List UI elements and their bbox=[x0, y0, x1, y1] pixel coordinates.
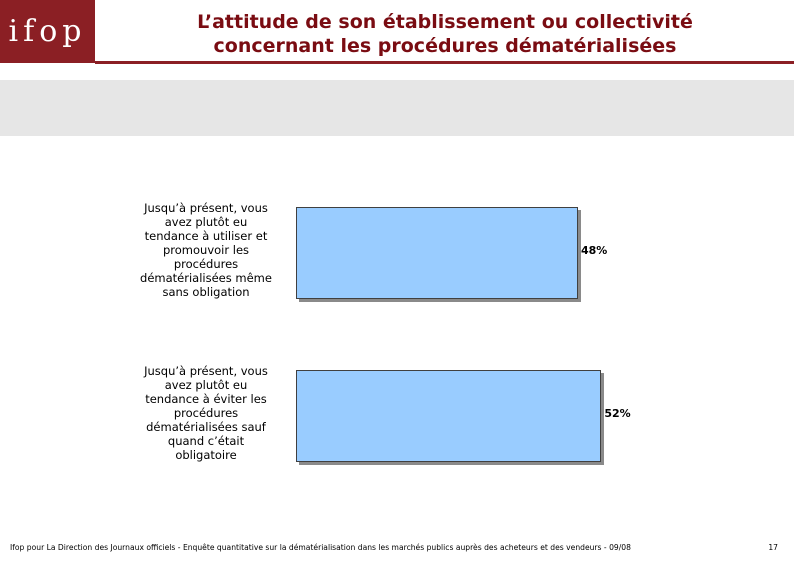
category-label-2: Jusqu’à présent, vous avez plutôt eu tendance à éviter les procédures dématérialisées sauf quand c’était obligatoire bbox=[144, 364, 268, 462]
logo-text: ifop bbox=[8, 14, 87, 49]
grey-band bbox=[0, 80, 794, 136]
footer-text: Ifop pour La Direction des Journaux officiels - Enquête quantitative sur la dématérialisation dans les marchés publics auprès des acheteurs et des vendeurs - 09/08 bbox=[10, 543, 631, 552]
value-label-2: 52% bbox=[604, 407, 631, 420]
title-rule bbox=[95, 61, 794, 64]
page-number: 17 bbox=[768, 543, 778, 552]
title-line-1: L’attitude de son établissement ou collectivité bbox=[197, 11, 693, 33]
bar-1 bbox=[296, 207, 578, 299]
category-label-1: Jusqu’à présent, vous avez plutôt eu tendance à utiliser et promouvoir les procédures dématérialisées même sans obligation bbox=[140, 201, 272, 299]
title-line-2: concernant les procédures dématérialisées bbox=[213, 35, 677, 57]
page-title bbox=[100, 10, 790, 58]
bar-2 bbox=[296, 370, 601, 462]
value-label-1: 48% bbox=[581, 244, 608, 257]
